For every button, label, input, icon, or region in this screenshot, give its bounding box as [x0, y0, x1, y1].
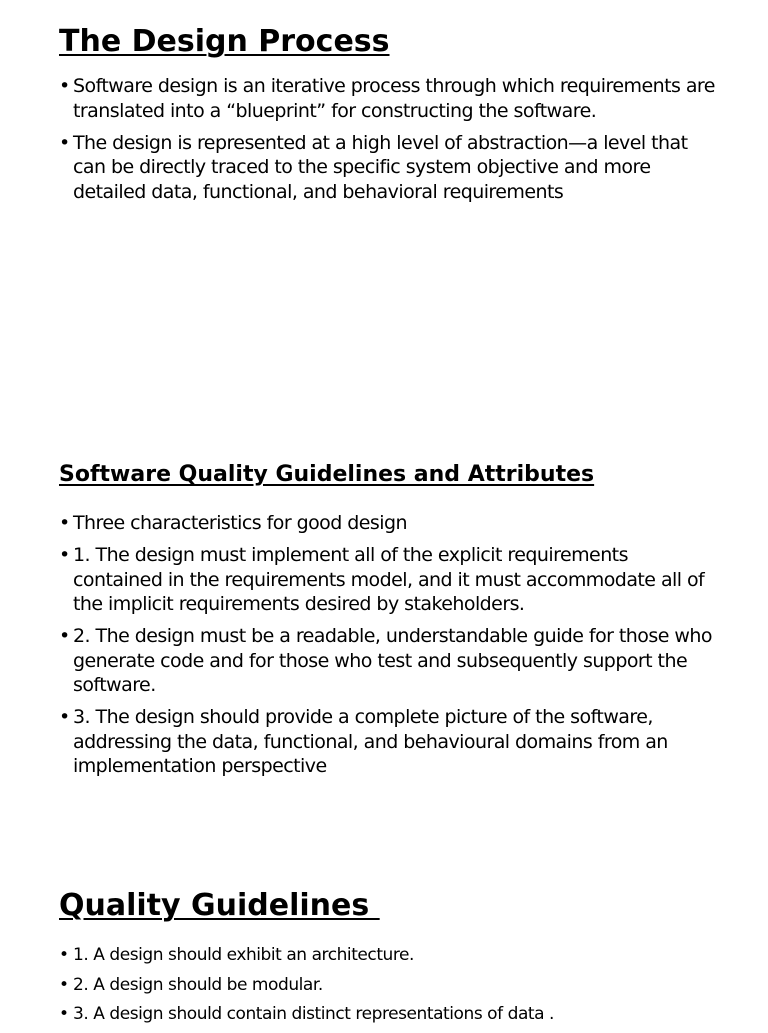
list-item — [59, 511, 719, 536]
list-item — [59, 543, 719, 617]
bullet-icon: • — [59, 512, 70, 534]
bullet-icon: • — [59, 131, 70, 154]
list-item-text: 2. A design should be modular. — [73, 974, 323, 995]
list-item-text: Three characteristics for good design — [73, 512, 407, 534]
list-item-text: 3. The design should provide a complete picture of the software, addressing the data, functional, and behavioural domains from an implementation perspective — [73, 706, 668, 777]
list-item-text: 1. A design should exhibit an architecture. — [73, 945, 414, 965]
bullet-icon: • — [59, 1004, 69, 1024]
heading-quality-attributes: Software Quality Guidelines and Attributes — [59, 462, 595, 487]
bullet-icon: • — [59, 625, 70, 647]
list-item — [59, 974, 719, 996]
bullet-icon: • — [59, 945, 69, 965]
bullet-list-quality-attributes — [59, 511, 719, 779]
list-item — [59, 944, 719, 966]
section-quality-guidelines — [59, 888, 719, 1033]
heading-design-process: The Design Process — [59, 24, 390, 59]
bullet-icon: • — [59, 75, 70, 97]
list-item — [59, 74, 719, 123]
bullet-list-design-process — [59, 74, 719, 204]
list-item-text: 1. The design must implement all of the explicit requirements contained in the requirements model, and it must accommodate all of the implicit requirements desired by stakeholders. — [73, 544, 705, 615]
section-design-process — [59, 24, 719, 212]
list-item-text: Software design is an iterative process through which requirements are translated into a “blueprint” for constructing the software. — [73, 75, 715, 122]
bullet-icon: • — [59, 544, 70, 566]
list-item — [59, 624, 719, 698]
list-item-text: 3. A design should contain distinct representations of data . — [73, 1004, 555, 1024]
list-item — [59, 705, 719, 779]
bullet-icon: • — [59, 706, 70, 728]
list-item — [59, 1003, 719, 1025]
list-item — [59, 131, 719, 205]
bullet-list-quality-guidelines — [59, 944, 719, 1025]
list-item-text: 2. The design must be a readable, understandable guide for those who generate code and for those who test and subsequently support the software. — [73, 625, 712, 696]
heading-quality-guidelines: Quality Guidelines — [59, 888, 380, 923]
section-quality-attributes — [59, 461, 719, 786]
bullet-icon: • — [59, 974, 69, 995]
list-item-text: The design is represented at a high level of abstraction—a level that can be directly traced to the specific system objective and more detailed data, functional, and behavioral requirements — [73, 131, 688, 203]
